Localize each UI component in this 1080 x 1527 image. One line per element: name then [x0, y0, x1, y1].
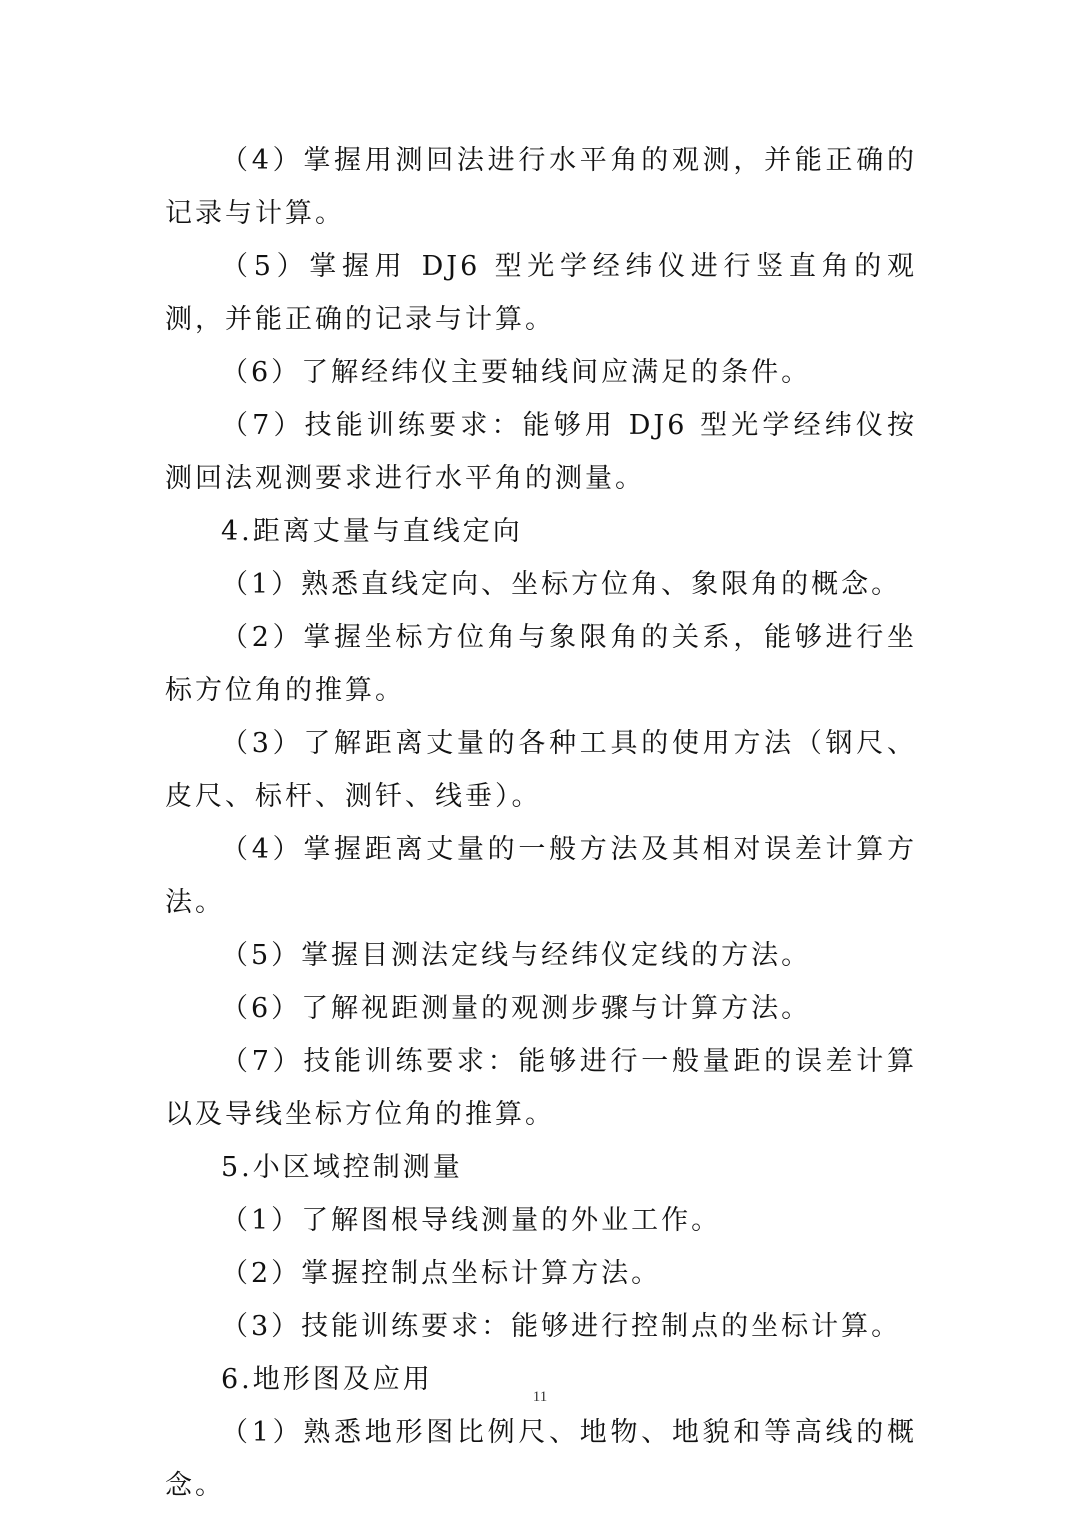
paragraph: （1）熟悉地形图比例尺、地物、地貌和等高线的概念。: [165, 1417, 917, 1501]
paragraph: （4）掌握用测回法进行水平角的观测，并能正确的记录与计算。: [165, 145, 917, 229]
paragraph: （6）了解视距测量的观测步骤与计算方法。: [221, 993, 812, 1024]
paragraph: （2）掌握坐标方位角与象限角的关系，能够进行坐标方位角的推算。: [165, 622, 917, 706]
paragraph: （5）掌握用 DJ6 型光学经纬仪进行竖直角的观测，并能正确的记录与计算。: [165, 251, 917, 335]
paragraph: （1）熟悉直线定向、坐标方位角、象限角的概念。: [221, 569, 902, 600]
section-heading: 4.距离丈量与直线定向: [221, 516, 523, 547]
paragraph: （3）技能训练要求：能够进行控制点的坐标计算。: [221, 1311, 902, 1342]
paragraph: （7）技能训练要求：能够用 DJ6 型光学经纬仪按测回法观测要求进行水平角的测量。: [165, 410, 917, 494]
section-heading: 6.地形图及应用: [221, 1364, 433, 1395]
paragraph: （5）掌握目测法定线与经纬仪定线的方法。: [221, 940, 812, 971]
page-number: 11: [532, 1389, 548, 1405]
paragraph: （4）掌握距离丈量的一般方法及其相对误差计算方法。: [165, 834, 917, 918]
paragraph: （1）了解图根导线测量的外业工作。: [221, 1205, 722, 1236]
paragraph: （6）了解经纬仪主要轴线间应满足的条件。: [221, 357, 812, 388]
paragraph: （2）掌握控制点坐标计算方法。: [221, 1258, 662, 1289]
section-heading: 5.小区域控制测量: [221, 1152, 463, 1183]
body-text: [165, 134, 917, 1512]
paragraph: （3）了解距离丈量的各种工具的使用方法（钢尺、皮尺、标杆、测钎、线垂）。: [165, 728, 917, 812]
paragraph: （7）技能训练要求：能够进行一般量距的误差计算以及导线坐标方位角的推算。: [165, 1046, 917, 1130]
